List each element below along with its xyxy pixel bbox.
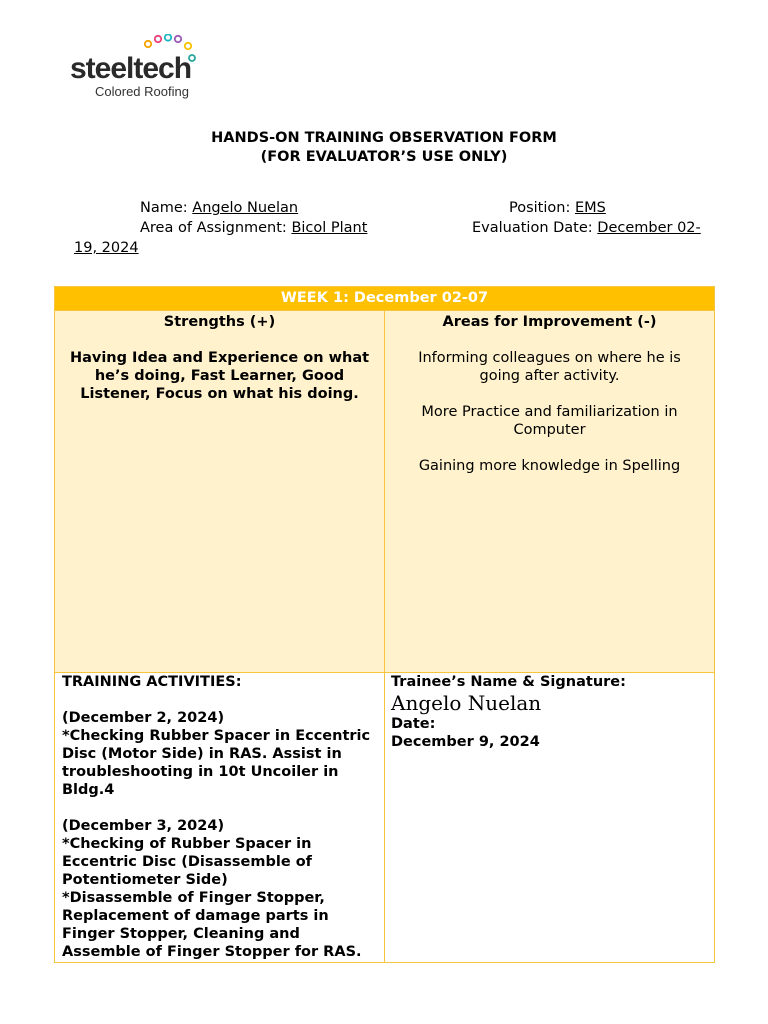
training-activities bbox=[55, 673, 384, 961]
company-logo bbox=[70, 34, 200, 100]
improvement-heading: Areas for Improvement (-) bbox=[442, 314, 657, 330]
activity-day-1 bbox=[62, 709, 377, 799]
week-header: WEEK 1: December 02-07 bbox=[55, 287, 715, 311]
position-label: Position: bbox=[509, 200, 575, 216]
activity-item: *Disassemble of Finger Stopper, Replacement of damage parts in Finger Stopper, Cleaning and Assemble of Finger Stopper for RAS. bbox=[62, 890, 362, 960]
improvement-cell bbox=[385, 311, 715, 673]
form-title bbox=[0, 129, 768, 167]
activity-date: (December 2, 2024) bbox=[62, 710, 225, 726]
logo-wordmark: steeltech bbox=[70, 52, 192, 85]
activity-date: (December 3, 2024) bbox=[62, 818, 225, 834]
improvement-item: Gaining more knowledge in Spelling bbox=[418, 458, 681, 474]
area-label: Area of Assignment: bbox=[140, 220, 292, 236]
activity-day-2 bbox=[62, 817, 377, 961]
evaluation-date-value-part2: 19, 2024 bbox=[74, 240, 139, 256]
evaluation-date-continuation bbox=[74, 239, 139, 258]
strengths-text: Having Idea and Experience on what he’s doing, Fast Learner, Good Listener, Focus on what his doing. bbox=[69, 350, 370, 402]
name-field bbox=[140, 199, 298, 218]
position-value: EMS bbox=[574, 200, 606, 216]
date-label: Date: bbox=[391, 716, 436, 732]
activity-item: *Checking Rubber Spacer in Eccentric Disc (Motor Side) in RAS. Assist in troubleshooting in 10t Uncoiler in Bldg.4 bbox=[62, 728, 371, 798]
trainee-signature: Angelo Nuelan bbox=[391, 691, 542, 715]
name-value: Angelo Nuelan bbox=[192, 200, 299, 216]
form-title-line2: (FOR EVALUATOR’S USE ONLY) bbox=[260, 149, 508, 165]
area-field bbox=[140, 219, 367, 238]
signature-cell bbox=[385, 673, 715, 963]
activities-heading: TRAINING ACTIVITIES: bbox=[62, 674, 242, 690]
strengths-cell bbox=[55, 311, 385, 673]
position-field bbox=[509, 199, 606, 218]
evaluation-date-label: Evaluation Date: bbox=[472, 220, 598, 236]
improvement-item: More Practice and familiarization in Computer bbox=[421, 404, 678, 438]
improvement-list bbox=[399, 349, 700, 475]
trainee-label: Trainee’s Name & Signature: bbox=[391, 674, 626, 690]
evaluation-date-value-part1: December 02- bbox=[597, 220, 701, 236]
name-label: Name: bbox=[140, 200, 193, 216]
form-title-line1: HANDS-ON TRAINING OBSERVATION FORM bbox=[211, 130, 557, 146]
evaluation-date-field bbox=[472, 219, 701, 238]
week-table bbox=[54, 286, 715, 963]
date-value: December 9, 2024 bbox=[391, 734, 540, 750]
area-value: Bicol Plant bbox=[291, 220, 368, 236]
strengths-heading: Strengths (+) bbox=[163, 314, 276, 330]
improvement-item: Informing colleagues on where he is going after activity. bbox=[418, 350, 681, 384]
activity-item: *Checking of Rubber Spacer in Eccentric Disc (Disassemble of Potentiometer Side) bbox=[62, 836, 312, 888]
activities-cell bbox=[55, 673, 385, 963]
logo-tagline: Colored Roofing bbox=[95, 84, 189, 99]
